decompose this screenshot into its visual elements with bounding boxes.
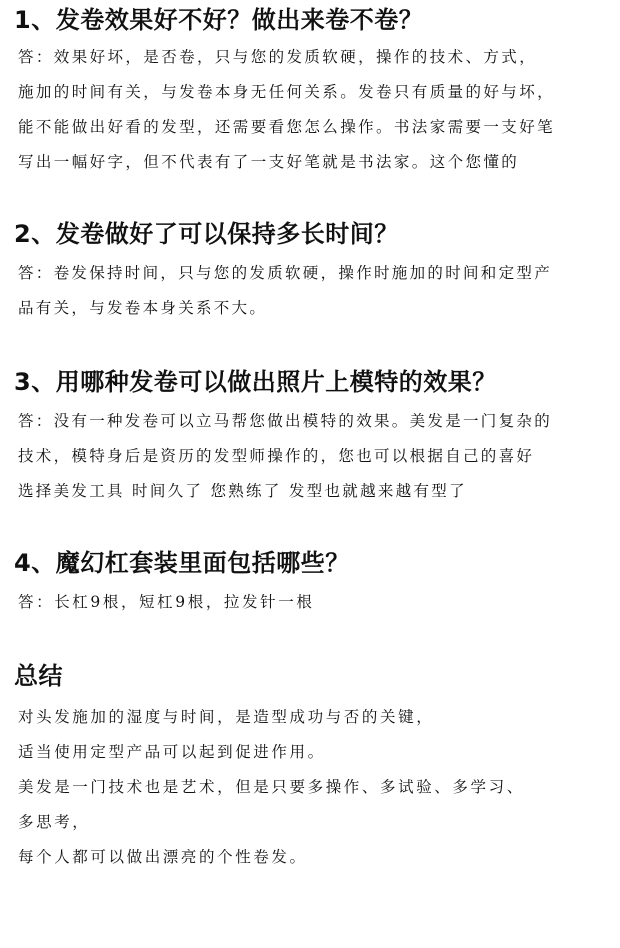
question-2-heading: 2、发卷做好了可以保持多长时间？ (14, 220, 399, 248)
answer-2-line-2: 品有关，与发卷本身关系不大。 (18, 299, 268, 317)
question-3-heading: 3、用哪种发卷可以做出照片上模特的效果？ (14, 368, 497, 396)
answer-1-line-3: 能不能做出好看的发型，还需要看您怎么操作。书法家需要一支好笔 (18, 118, 556, 136)
question-1-heading: 1、发卷效果好不好？做出来卷不卷？ (14, 6, 424, 34)
question-4-heading: 4、魔幻杠套装里面包括哪些？ (14, 549, 350, 577)
summary-line-2: 适当使用定型产品可以起到促进作用。 (18, 743, 326, 761)
summary-line-4: 多思考， (18, 813, 91, 831)
answer-1-line-1: 答：效果好坏，是否卷，只与您的发质软硬，操作的技术、方式， (18, 48, 538, 66)
answer-4-line-1: 答：长杠9根，短杠9根，拉发针一根 (18, 593, 315, 611)
answer-3-line-3: 选择美发工具 时间久了 您熟练了 发型也就越来越有型了 (18, 482, 467, 500)
summary-line-1: 对头发施加的湿度与时间，是造型成功与否的关键， (18, 708, 435, 726)
answer-3-line-1: 答：没有一种发卷可以立马帮您做出模特的效果。美发是一门复杂的 (18, 412, 553, 430)
answer-2-line-1: 答：卷发保持时间，只与您的发质软硬，操作时施加的时间和定型产 (18, 264, 553, 282)
answer-1-line-4: 写出一幅好字，但不代表有了一支好笔就是书法家。这个您懂的 (18, 153, 520, 171)
summary-line-5: 每个人都可以做出漂亮的个性卷发。 (18, 848, 308, 866)
answer-3-line-2: 技术，模特身后是资历的发型师操作的，您也可以根据自己的喜好 (18, 447, 535, 465)
summary-line-3: 美发是一门技术也是艺术，但是只要多操作、多试验、多学习、 (18, 778, 525, 796)
summary-heading: 总结 (14, 662, 63, 690)
answer-1-line-2: 施加的时间有关，与发卷本身无任何关系。发卷只有质量的好与坏， (18, 83, 556, 101)
